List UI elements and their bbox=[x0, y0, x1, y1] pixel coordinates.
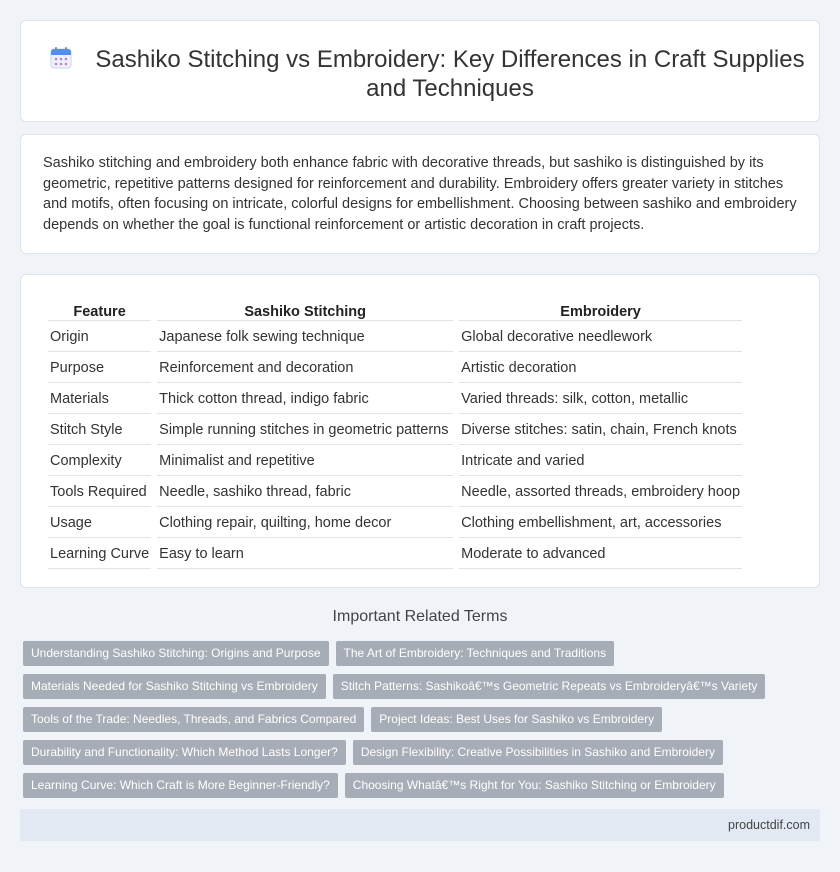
column-header-sashiko: Sashiko Stitching bbox=[157, 297, 453, 321]
table-cell: Clothing repair, quilting, home decor bbox=[157, 509, 453, 538]
table-row bbox=[48, 385, 742, 414]
comparison-table bbox=[42, 295, 748, 571]
tag-row bbox=[23, 707, 813, 732]
table-cell: Clothing embellishment, art, accessories bbox=[459, 509, 742, 538]
table-row bbox=[48, 540, 742, 569]
table-row bbox=[48, 509, 742, 538]
tag-row bbox=[23, 740, 813, 765]
related-term-link[interactable]: Tools of the Trade: Needles, Threads, and Fabrics Compared bbox=[23, 707, 364, 732]
table-cell: Simple running stitches in geometric patterns bbox=[157, 416, 453, 445]
tag-row bbox=[23, 641, 813, 666]
table-cell: Easy to learn bbox=[157, 540, 453, 569]
table-row bbox=[48, 354, 742, 383]
table-row bbox=[48, 416, 742, 445]
table-cell: Moderate to advanced bbox=[459, 540, 742, 569]
footer-site-link[interactable]: productdif.com bbox=[728, 818, 810, 832]
header-card bbox=[20, 20, 820, 122]
table-cell: Needle, sashiko thread, fabric bbox=[157, 478, 453, 507]
related-term-link[interactable]: Durability and Functionality: Which Method Lasts Longer? bbox=[23, 740, 346, 765]
table-row bbox=[48, 447, 742, 476]
table-cell: Stitch Style bbox=[48, 416, 151, 445]
table-cell: Usage bbox=[48, 509, 151, 538]
column-header-embroidery: Embroidery bbox=[459, 297, 742, 321]
table-cell: Purpose bbox=[48, 354, 151, 383]
related-term-link[interactable]: Learning Curve: Which Craft is More Beginner-Friendly? bbox=[23, 773, 338, 798]
table-cell: Minimalist and repetitive bbox=[157, 447, 453, 476]
table-cell: Global decorative needlework bbox=[459, 323, 742, 352]
related-term-link[interactable]: Materials Needed for Sashiko Stitching vs Embroidery bbox=[23, 674, 326, 699]
column-header-feature: Feature bbox=[48, 297, 151, 321]
table-cell: Intricate and varied bbox=[459, 447, 742, 476]
intro-paragraph: Sashiko stitching and embroidery both enhance fabric with decorative threads, but sashiko is distinguished by its geometric, repetitive patterns designed for reinforcement and durability. Embroidery offers greater variety in stitches and motifs, often focusing on intricate, colorful designs for embellishment. Choosing between sashiko and embroidery depends on whether the goal is functional reinforcement or artistic decoration in craft projects. bbox=[43, 155, 797, 233]
footer bbox=[20, 809, 820, 841]
table-cell: Diverse stitches: satin, chain, French knots bbox=[459, 416, 742, 445]
related-term-link[interactable]: Project Ideas: Best Uses for Sashiko vs Embroidery bbox=[371, 707, 662, 732]
table-cell: Thick cotton thread, indigo fabric bbox=[157, 385, 453, 414]
related-term-link[interactable]: The Art of Embroidery: Techniques and Traditions bbox=[336, 641, 615, 666]
table-cell: Tools Required bbox=[48, 478, 151, 507]
page-title: Sashiko Stitching vs Embroidery: Key Differences in Craft Supplies and Techniques bbox=[95, 46, 805, 102]
comparison-table-card bbox=[20, 274, 820, 588]
table-cell: Learning Curve bbox=[48, 540, 151, 569]
table-header-row bbox=[48, 297, 742, 321]
calendar-icon bbox=[49, 46, 73, 70]
table-cell: Origin bbox=[48, 323, 151, 352]
table-cell: Artistic decoration bbox=[459, 354, 742, 383]
related-term-link[interactable]: Design Flexibility: Creative Possibilities in Sashiko and Embroidery bbox=[353, 740, 723, 765]
table-cell: Materials bbox=[48, 385, 151, 414]
table-cell: Reinforcement and decoration bbox=[157, 354, 453, 383]
intro-card bbox=[20, 134, 820, 254]
table-cell: Complexity bbox=[48, 447, 151, 476]
tag-row bbox=[23, 773, 813, 798]
table-cell: Needle, assorted threads, embroidery hoop bbox=[459, 478, 742, 507]
related-terms-list bbox=[23, 641, 813, 806]
related-term-link[interactable]: Choosing Whatâ€™s Right for You: Sashiko Stitching or Embroidery bbox=[345, 773, 724, 798]
table-cell: Japanese folk sewing technique bbox=[157, 323, 453, 352]
tag-row bbox=[23, 674, 813, 699]
table-cell: Varied threads: silk, cotton, metallic bbox=[459, 385, 742, 414]
table-row bbox=[48, 323, 742, 352]
table-row bbox=[48, 478, 742, 507]
related-term-link[interactable]: Understanding Sashiko Stitching: Origins and Purpose bbox=[23, 641, 329, 666]
related-terms-heading: Important Related Terms bbox=[332, 608, 508, 625]
related-term-link[interactable]: Stitch Patterns: Sashikoâ€™s Geometric Repeats vs Embroideryâ€™s Variety bbox=[333, 674, 766, 699]
